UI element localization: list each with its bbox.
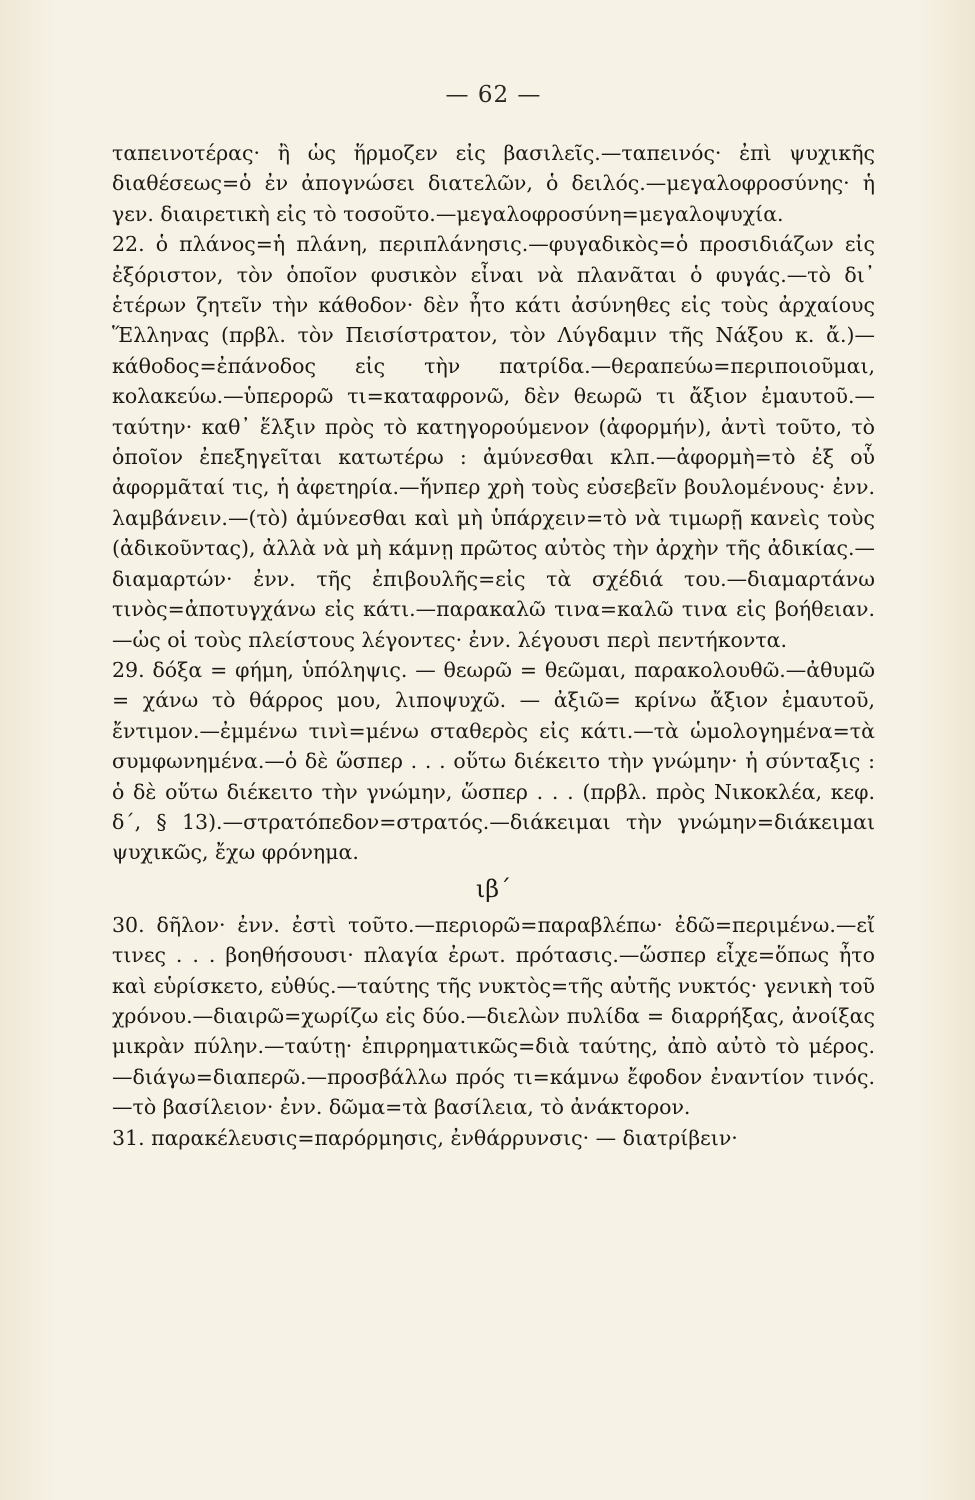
page-number: — 62 — [445,82,542,108]
paragraph-30: 30. δῆλον· ἐνν. ἐστὶ τοῦτο.—περιορῶ=παραβλέπω· ἐδῶ=περιμένω.—εἴ τινες . . . βοηθήσουσι· πλαγία ἐρωτ. πρότασις.—ὥσπερ εἶχε=ὅπως ἦτο καὶ εὑρίσκετο, εὐθύς.—ταύτης τῆς νυκτὸς=τῆς αὐτῆς νυκτός· γενικὴ τοῦ χρόνου.—διαιρῶ=χωρίζω εἰς δύο.—διελὼν πυλίδα = διαρρήξας, ἀνοίξας μικρὰν πύλην.—ταύτῃ· ἐπιρρηματικῶς=διὰ ταύτης, ἀπὸ αὐτὸ τὸ μέρος.—διάγω=διαπερῶ.—προσβάλλω πρός τι=κάμνω ἔφοδον ἐναντίον τινός.—τὸ βασίλειον· ἐνν. δῶμα=τὰ βασίλεια, τὸ ἀνάκτορον. [112,912,875,1120]
section-heading: ιβ΄ [475,874,512,903]
paragraph-31: 31. παρακέλευσις=παρόρμησις, ἐνθάρρυνσις· — διατρίβειν· [112,1125,738,1150]
paragraph-29: 29. δόξα = φήμη, ὑπόληψις. — θεωρῶ = θεῶμαι, παρακολουθῶ.—ἀθυμῶ = χάνω τὸ θάρρος μου, λιποψυχῶ. — ἀξιῶ= κρίνω ἄξιον ἐμαυτοῦ, ἔντιμον.—ἐμμένω τινὶ=μένω σταθερὸς εἰς κάτι.—τὰ ὡμολογημένα=τὰ συμφωνημένα.—ὁ δὲ ὥσπερ . . . οὕτω διέκειτο τὴν γνώμην· ἡ σύνταξις : ὁ δὲ οὕτω διέκειτο τὴν γνώμην, ὥσπερ . . . (πρβλ. πρὸς Νικοκλέα, κεφ. δ΄, § 13).—στρατόπεδον=στρατός.—διάκειμαι τὴν γνώμην=διάκειμαι ψυχικῶς, ἔχω φρόνημα. [112,657,875,865]
body-text [112,138,875,1153]
paragraph-22: 22. ὁ πλάνος=ἡ πλάνη, περιπλάνησις.—φυγαδικὸς=ὁ προσιδιάζων εἰς ἐξόριστον, τὸν ὁποῖον φυσικὸν εἶναι νὰ πλανᾶται ὁ φυγάς.—τὸ δι᾿ ἑτέρων ζητεῖν τὴν κάθοδον· δὲν ἦτο κάτι ἀσύνηθες εἰς τοὺς ἀρχαίους Ἕλληνας (πρβλ. τὸν Πεισίστρατον, τὸν Λύγδαμιν τῆς Νάξου κ. ἄ.)—κάθοδος=ἐπάνοδος εἰς τὴν πατρίδα.—θεραπεύω=περιποιοῦμαι, κολακεύω.—ὑπερορῶ τι=καταφρονῶ, δὲν θεωρῶ τι ἄξιον ἐμαυτοῦ.—ταύτην· καθ᾿ ἕλξιν πρὸς τὸ κατηγορούμενον (ἀφορμήν), ἀντὶ τοῦτο, τὸ ὁποῖον ἐπεξηγεῖται κατωτέρω : ἀμύνεσθαι κλπ.—ἀφορμὴ=τὸ ἐξ οὗ ἀφορμᾶταί τις, ἡ ἀφετηρία.—ἥνπερ χρὴ τοὺς εὐσεβεῖν βουλομένους· ἐνν. λαμβάνειν.—(τὸ) ἀμύνεσθαι καὶ μὴ ὑπάρχειν=τὸ νὰ τιμωρῇ κανεὶς τοὺς (ἀδικοῦντας), ἀλλὰ νὰ μὴ κάμνῃ πρῶτος αὐτὸς τὴν ἀρχὴν τῆς ἀδικίας.—διαμαρτών· ἐνν. τῆς ἐπιβουλῆς=εἰς τὰ σχέδιά του.—διαμαρτάνω τινὸς=ἀποτυγχάνω εἰς κάτι.—παρακαλῶ τινα=καλῶ τινα εἰς βοήθειαν.—ὡς οἱ τοὺς πλείστους λέγοντες· ἐνν. λέγουσι περὶ πεντήκοντα. [112,232,875,652]
paragraph-1: ταπεινοτέρας· ἢ ὡς ἥρμοζεν εἰς βασιλεῖς.—ταπεινός· ἐπὶ ψυχικῆς διαθέσεως=ὁ ἐν ἀπογνώσει διατελῶν, ὁ δειλός.—μεγαλοφροσύνης· ἡ γεν. διαιρετικὴ εἰς τὸ τοσοῦτο.—μεγαλοφροσύνη=μεγαλοψυχία. [112,141,875,226]
